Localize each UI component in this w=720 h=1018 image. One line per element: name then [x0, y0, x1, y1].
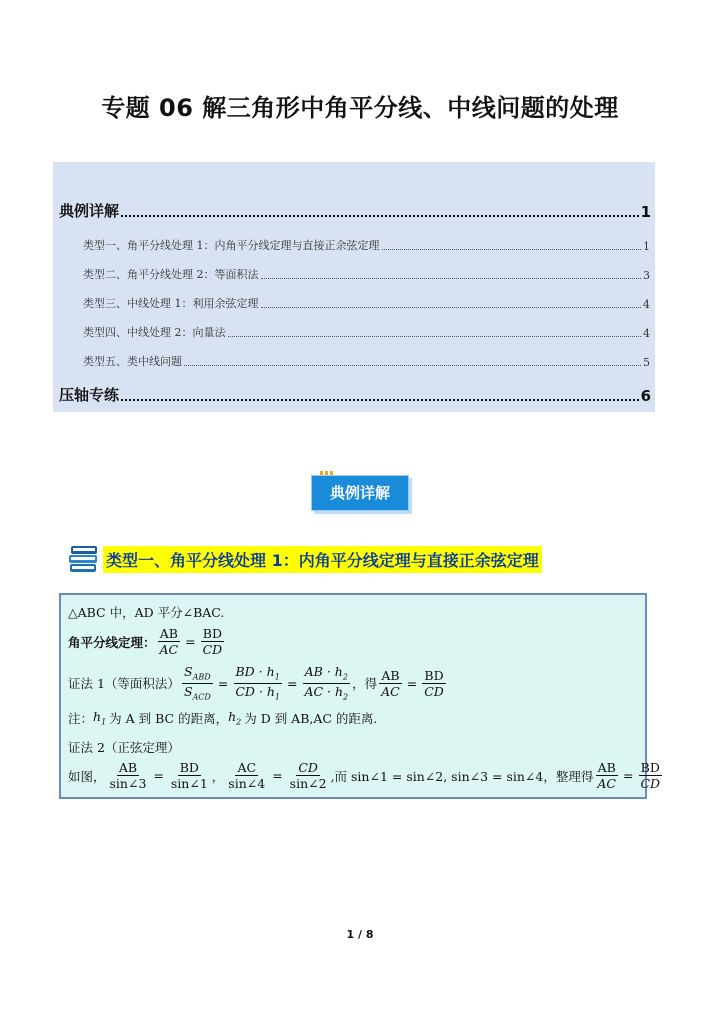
toc-entry-type3[interactable] — [83, 295, 650, 311]
leader-dots — [121, 398, 639, 401]
toc-entry-type5[interactable] — [83, 353, 650, 369]
badge-label: 典例详解 — [311, 475, 409, 511]
toc-entry-examples[interactable] — [59, 200, 651, 221]
connector-text: ，得 — [352, 676, 378, 692]
toc-entry-label: 压轴专练 — [59, 386, 120, 404]
fraction-ab-ac — [379, 669, 402, 698]
subscript: 1 — [274, 692, 280, 702]
denominator: AC — [597, 776, 616, 792]
numerator — [182, 665, 213, 684]
fraction-cd-sin2 — [288, 761, 329, 790]
sine-equality-text: ,而 sin∠1 = sin∠2, sin∠3 = sin∠4 — [330, 768, 544, 784]
leader-dots — [228, 335, 642, 337]
numerator: AB — [159, 626, 178, 641]
denominator: CD — [202, 642, 223, 658]
h-letter: h — [228, 709, 237, 725]
denominator: sin∠2 — [289, 776, 327, 792]
section-title: 类型一、角平分线处理 1：内角平分线定理与直接正余弦定理 — [103, 546, 542, 573]
toc-entry-label: 类型三、中线处理 1：利用余弦定理 — [83, 297, 259, 310]
denominator: sin∠4 — [228, 776, 266, 792]
numerator: BD — [179, 760, 199, 775]
term: AC · h — [304, 683, 344, 699]
numerator: AB — [381, 667, 400, 683]
note-prefix: 注： — [68, 711, 94, 726]
denominator — [233, 684, 282, 702]
theorem-line — [68, 627, 226, 656]
numerator: CD — [298, 760, 318, 775]
denominator: sin∠1 — [170, 776, 208, 792]
proof2-label-line — [68, 738, 180, 756]
toc-entry-page: 4 — [643, 298, 650, 311]
proof1-line — [68, 665, 448, 702]
denominator: CD — [640, 776, 661, 792]
section-heading — [67, 541, 542, 577]
denominator: CD — [424, 683, 444, 699]
fraction-bdh-cdh — [233, 665, 282, 702]
toc-entry-page: 4 — [643, 327, 650, 340]
proof1-label: 证法 1（等面积法） — [68, 676, 180, 692]
fraction-abh-ach — [302, 665, 350, 702]
subscript: 2 — [236, 717, 242, 727]
fraction-ab-sin3 — [108, 761, 149, 790]
fraction-ab-ac — [158, 627, 181, 656]
h-letter: h — [93, 709, 102, 725]
subscript: 2 — [342, 672, 348, 682]
section-badge — [311, 471, 409, 511]
theorem-box — [59, 593, 661, 799]
intro-line — [68, 603, 224, 621]
numerator: AB — [118, 760, 138, 775]
fraction-area-ratio — [182, 665, 213, 702]
denominator — [182, 684, 213, 702]
h1-symbol — [93, 709, 106, 727]
comma: ， — [211, 768, 225, 784]
table-of-contents — [53, 162, 655, 412]
area-symbol: S — [183, 683, 193, 699]
fraction-bd-cd — [638, 761, 662, 790]
numerator: BD — [202, 626, 222, 641]
subscript: 1 — [274, 672, 280, 682]
note-mid: 为 A 到 BC 的距离， — [109, 711, 229, 726]
fraction-bd-sin1 — [169, 761, 210, 790]
leader-dots — [184, 364, 641, 366]
numerator — [303, 665, 350, 684]
toc-entry-label: 典例详解 — [59, 202, 120, 220]
proof2-line — [68, 761, 664, 790]
fraction-bd-cd — [201, 627, 225, 656]
toc-entry-page: 1 — [640, 203, 651, 221]
leader-dots — [121, 214, 639, 217]
equals-sign: = — [272, 768, 283, 784]
leader-dots — [261, 306, 642, 308]
toc-entry-label: 类型一、角平分线处理 1：内角平分线定理与直接正余弦定理 — [83, 239, 380, 252]
books-icon — [67, 542, 101, 576]
denominator — [302, 684, 350, 702]
equals-sign: = — [217, 675, 229, 691]
page-number: 1 / 8 — [346, 928, 374, 941]
toc-entry-practice[interactable] — [59, 384, 651, 405]
toc-entry-type2[interactable] — [83, 266, 650, 282]
rugu-text: 如图， — [68, 768, 106, 784]
equals-sign: = — [622, 768, 634, 784]
numerator: AC — [237, 760, 257, 775]
numerator: BD — [424, 667, 444, 683]
subscript: 2 — [343, 692, 349, 702]
fraction-bd-cd — [422, 669, 446, 698]
equals-sign: = — [185, 634, 196, 650]
fraction-ab-ac — [595, 761, 618, 790]
denominator: sin∠3 — [109, 776, 147, 792]
subscript: ACD — [192, 692, 211, 702]
toc-entry-page: 5 — [643, 356, 650, 369]
leader-dots — [261, 277, 642, 279]
equals-sign: = — [406, 675, 418, 691]
numerator: AB — [597, 760, 616, 775]
h2-symbol — [228, 709, 241, 727]
equals-sign: = — [153, 768, 164, 784]
leader-dots — [382, 248, 642, 250]
term: AB · h — [304, 664, 343, 679]
numerator — [234, 665, 282, 684]
toc-entry-label: 类型五、类中线问题 — [83, 355, 182, 368]
toc-entry-type4[interactable] — [83, 324, 650, 340]
note-line — [68, 709, 377, 727]
subscript: 1 — [101, 717, 107, 727]
theorem-label: 角平分线定理： — [68, 634, 156, 650]
intro-text: △ABC 中，AD 平分∠BAC. — [68, 605, 225, 620]
toc-entry-page: 3 — [643, 269, 650, 282]
denominator: AC — [381, 683, 400, 699]
term: BD · h — [235, 664, 275, 679]
toc-entry-label: 类型二、角平分线处理 2：等面积法 — [83, 268, 259, 281]
toc-entry-label: 类型四、中线处理 2：向量法 — [83, 326, 226, 339]
page-title: 专题 06 解三角形中角平分线、中线问题的处理 — [101, 94, 619, 122]
area-symbol: S — [184, 664, 193, 679]
equals-sign: = — [286, 675, 298, 691]
note-end: 为 D 到 AB,AC 的距离. — [244, 711, 378, 726]
conclusion-text: ，整理得 — [543, 768, 594, 784]
toc-entry-page: 1 — [643, 240, 650, 253]
toc-entry-page: 6 — [640, 387, 651, 405]
numerator: BD — [640, 760, 660, 775]
fraction-ac-sin4 — [226, 761, 267, 790]
proof2-label: 证法 2（正弦定理） — [68, 740, 180, 755]
toc-entry-type1[interactable] — [83, 237, 650, 253]
subscript: ABD — [192, 672, 211, 682]
denominator: AC — [159, 642, 179, 658]
term: CD · h — [235, 683, 275, 699]
